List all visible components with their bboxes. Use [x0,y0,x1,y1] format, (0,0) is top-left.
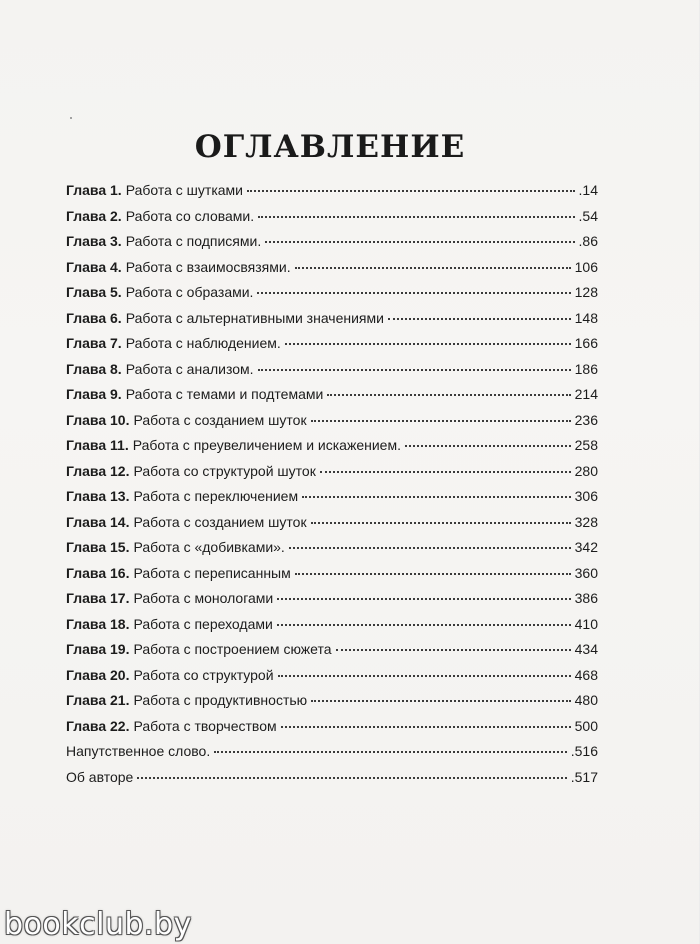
toc-entry-title: Работа с преувеличением и искажением. [132,437,401,453]
toc-entry-page: .54 [578,207,598,224]
toc-entry-page: 480 [574,692,598,708]
toc-dot-leader [277,624,571,626]
toc-entry-page: 342 [574,539,598,555]
toc-entry-page: 214 [574,386,598,402]
toc-dot-leader [336,649,571,651]
toc-entry-title: Работа с созданием шуток [133,513,307,530]
toc-entry [66,463,598,489]
toc-dot-leader [311,700,570,702]
toc-entry [66,718,598,744]
toc-dot-leader [281,726,571,728]
toc-entry-label: Глава 6. [66,309,122,326]
toc-dot-leader [289,547,571,549]
page-speck [70,117,72,119]
toc-entry [66,616,598,642]
toc-entry [66,386,598,412]
toc-entry-label: Глава 9. [66,386,122,402]
toc-entry [66,412,598,438]
toc-entry [66,743,598,769]
toc-entry-label: Глава 2. [66,207,122,224]
toc-entry [66,259,598,285]
toc-entry-label: Глава 14. [66,513,130,530]
toc-entry-title: Работа с монологами [133,590,274,606]
toc-entry-page: 468 [574,666,598,683]
toc-entry [66,514,598,540]
toc-entry [66,667,598,693]
page-title: ОГЛАВЛЕНИЕ [194,128,466,165]
toc-entry-label: Глава 13. [66,488,130,504]
toc-entry-title: Работа с альтернативными значениями [125,309,384,326]
toc-entry-page: 280 [574,462,598,479]
toc-entry-page: 166 [574,335,598,351]
toc-entry [66,335,598,361]
toc-entry-label: Глава 21. [66,692,130,708]
toc-entry [66,284,598,310]
toc-entry-title: Работа с наблюдением. [125,335,281,351]
toc-entry-label: Глава 7. [66,335,122,351]
toc-entry-label: Глава 1. [66,182,122,198]
toc-entry-title: Работа с взаимосвязями. [125,258,291,275]
toc-dot-leader [265,241,574,243]
toc-entry [66,361,598,387]
toc-dot-leader [405,445,571,447]
toc-entry [66,182,598,208]
toc-entry-page: 258 [574,437,598,453]
toc-entry-page: 434 [574,641,598,657]
toc-entry [66,769,598,795]
toc-dot-leader [295,573,571,575]
toc-entry [66,539,598,565]
toc-dot-leader [258,369,571,371]
toc-entry-page: 236 [574,411,598,428]
toc-entry-label: Глава 16. [66,564,130,581]
toc-dot-leader [257,292,570,294]
toc-entry-label: Глава 10. [66,411,130,428]
toc-entry-label: Глава 4. [66,258,122,275]
toc-entry [66,310,598,336]
toc-entry-page: 186 [574,360,598,377]
toc-dot-leader [278,675,571,677]
toc-entry-label: Глава 20. [66,666,130,683]
toc-dot-leader [258,216,574,218]
toc-entry-title: Работа с «добивками». [133,539,285,555]
toc-entry-page: 328 [574,513,598,530]
toc-entry-page: .516 [570,743,598,759]
toc-dot-leader [137,777,566,779]
toc-entry-title: Работа с темами и подтемами [125,386,324,402]
toc-entry-page: .517 [570,768,598,785]
toc-entry-title: Работа с образами. [125,284,254,300]
toc-dot-leader [311,420,571,422]
toc-entry-page: 128 [574,284,598,300]
toc-entry-label: Глава 22. [66,717,130,734]
toc-entry [66,437,598,463]
toc-entry-page: 106 [574,258,598,275]
toc-entry [66,641,598,667]
table-of-contents [66,182,598,794]
toc-dot-leader [320,471,571,473]
toc-entry [66,692,598,718]
toc-entry [66,488,598,514]
toc-entry-page: 410 [574,615,598,632]
toc-entry-label: Глава 17. [66,590,130,606]
toc-dot-leader [214,751,567,753]
toc-entry-title: Работа со структурой [133,666,274,683]
toc-entry-label: Глава 11. [66,437,129,453]
toc-entry-page: 386 [574,590,598,606]
toc-entry-title: Работа с созданием шуток [133,411,307,428]
toc-entry-page: 306 [574,488,598,504]
toc-entry-page: 360 [574,564,598,581]
toc-entry [66,590,598,616]
toc-entry-label: Глава 15. [66,539,130,555]
toc-entry-page: 500 [574,717,598,734]
toc-entry-title: Работа с шутками [125,182,243,198]
toc-entry-title: Работа со структурой шуток [133,462,316,479]
toc-dot-leader [388,318,571,320]
toc-entry-label: Глава 12. [66,462,130,479]
toc-entry-label: Глава 8. [66,360,122,377]
toc-entry-page: 148 [574,309,598,326]
toc-entry-label: Глава 5. [66,284,122,300]
toc-entry-title: Напутственное слово. [66,743,211,759]
toc-dot-leader [311,522,571,524]
toc-entry-title: Работа с творчеством [133,717,277,734]
toc-entry-title: Работа с подписями. [125,233,262,249]
toc-dot-leader [285,343,571,345]
toc-entry [66,565,598,591]
toc-entry-title: Работа с построением сюжета [133,641,332,657]
toc-dot-leader [277,598,570,600]
toc-entry-title: Об авторе [66,768,134,785]
toc-entry-title: Работа с переписанным [133,564,291,581]
toc-entry-label: Глава 3. [66,233,122,249]
toc-dot-leader [295,267,571,269]
toc-entry [66,208,598,234]
toc-entry [66,233,598,259]
toc-entry-title: Работа с переключением [133,488,299,504]
toc-entry-title: Работа со словами. [125,207,255,224]
toc-dot-leader [327,394,570,396]
toc-entry-page: .86 [578,233,598,249]
toc-dot-leader [302,496,571,498]
toc-entry-label: Глава 18. [66,615,130,632]
toc-entry-title: Работа с анализом. [125,360,254,377]
toc-dot-leader [247,190,575,192]
toc-entry-title: Работа с продуктивностью [133,692,308,708]
watermark: bookclub.by [4,907,192,942]
toc-entry-page: .14 [578,182,598,198]
toc-entry-title: Работа с переходами [133,615,273,632]
toc-entry-label: Глава 19. [66,641,130,657]
